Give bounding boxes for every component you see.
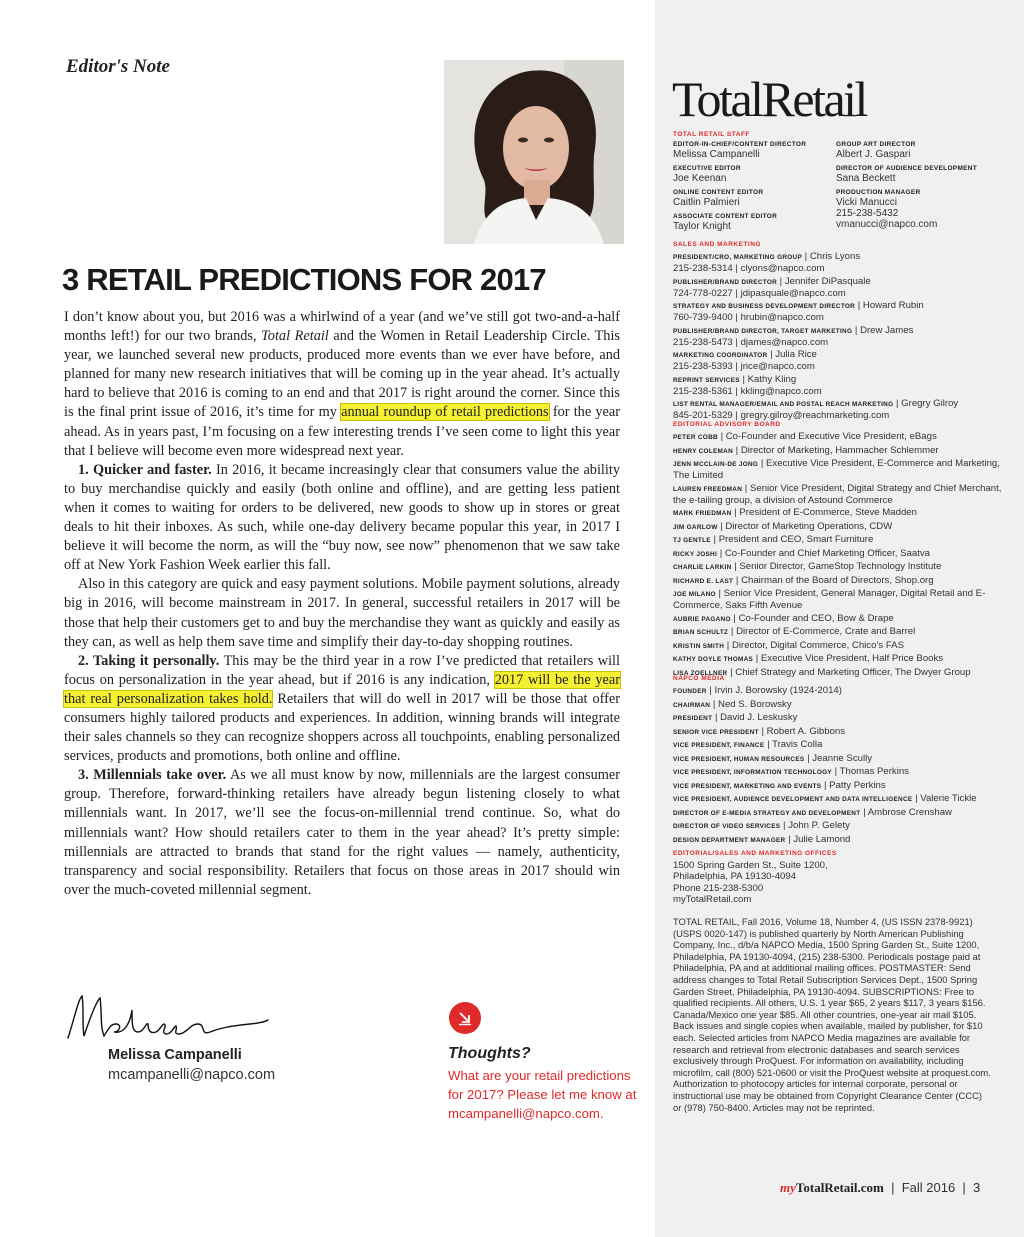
advisor-name: CHARLIE LARKIN: [673, 564, 732, 571]
napco-role: VICE PRESIDENT, FINANCE: [673, 742, 765, 749]
thoughts-callout: What are your retail predictions for 2017? Please let me know at mcampanelli@napco.com.: [448, 1068, 637, 1121]
advisor-title: Director of E-Commerce, Crate and Barrel: [736, 626, 916, 637]
total-retail-logo: TotalRetail: [672, 71, 866, 127]
staff-name: Vicki Manucci: [836, 197, 897, 208]
sales-role: MARKETING COORDINATOR: [673, 352, 768, 359]
text-run: This may be the third year in a row I’ve predicted that retailers will focus on personalization in the year ahead, but if 2016 is any indication,: [64, 652, 620, 688]
napco-entry: VICE PRESIDENT, FINANCE | Travis Colla: [673, 739, 823, 750]
napco-name: Irvin J. Borowsky (1924-2014): [714, 685, 842, 696]
legal-notice: [673, 916, 991, 1113]
advisor-title: Chairman of the Board of Directors, Shop.org: [741, 574, 934, 586]
advisor-title: Senior Director, GameStop Technology Institute: [739, 561, 942, 572]
sales-entry: MARKETING COORDINATOR | Julia Rice 215-238-5393 | jrice@napco.com: [673, 349, 817, 372]
page-footer: myTotalRetail.com | Fall 2016 | 3: [780, 1180, 981, 1195]
sales-name: Julia Rice: [775, 349, 817, 360]
section-heading: EDITORIAL/SALES AND MARKETING OFFICES: [673, 850, 837, 857]
advisory-entry: AUBRIE PAGANO | Co-Founder and CEO, Bow & Drape: [673, 612, 894, 624]
staff-right-column: [836, 141, 999, 237]
sales-name: Howard Rubin: [862, 300, 924, 311]
footer-brand-rest: TotalRetail.com: [795, 1180, 884, 1195]
paragraph-prediction-2: [64, 652, 620, 767]
staff-role: ASSOCIATE CONTENT EDITOR: [673, 213, 778, 220]
napco-entry: VICE PRESIDENT, MARKETING AND EVENTS | Patty Perkins: [673, 779, 886, 791]
offices-address: [673, 860, 1003, 905]
napco-name: Thomas Perkins: [839, 766, 909, 777]
sales-section: [673, 241, 1003, 423]
sales-role: PUBLISHER/BRAND DIRECTOR: [673, 278, 778, 286]
napco-entry: DIRECTOR OF E-MEDIA STRATEGY AND DEVELOPMENT | Ambrose Crenshaw: [673, 806, 952, 818]
advisory-entry: LISA ZOELLNER | Chief Strategy and Marketing Officer, The Dwyer Group: [673, 666, 971, 678]
napco-name: Jeanne Scully: [812, 752, 873, 764]
address-line: Phone 215-238-5300: [673, 882, 764, 894]
advisory-entry: JIM GARLOW | Director of Marketing Operations, CDW: [673, 520, 893, 532]
sales-entry: LIST RENTAL MANAGER/EMAIL AND POSTAL REACH MARKETING | Gregry Gilroy 845-201-5329 | gregry.gilroy@reachmarketing.com: [673, 398, 959, 421]
advisory-entry: LAUREN FREEDMAN | Senior Vice President, Digital Strategy and Chief Merchant, the e-tailing group, a division of Astound Commerce: [673, 482, 1002, 506]
napco-list: [673, 685, 1003, 846]
advisory-entry: RICHARD E. LAST | Chairman of the Board of Directors, Shop.org: [673, 574, 934, 586]
arrow-down-right-icon: [449, 1002, 481, 1034]
advisory-entry: MARK FRIEDMAN | President of E-Commerce, Steve Madden: [673, 507, 917, 518]
publication-legal-text: TOTAL RETAIL, Fall 2016, Volume 18, Number 4, (US ISSN 2378-9921) (USPS 0020-147) is published quarterly by North American Publishing Company, Inc., d/b/a NAPCO Media, 1500 Spring Garden St., Suite 1200, Philadelphia, PA 19130-4094, (215) 238-5300. Periodicals postage paid at Philadelphia, PA and at additional mailing offices. POSTMASTER: Send address changes to Total Retail Subscription Services Dept., 1500 Spring Garden Street, Philadelphia, PA 19130-4094. SUBSCRIPTIONS: Free to qualified recipients. All others, U.S. 1 year $65, 2 years $117, 3 years $156. Canada/Mexico one year $85. All other countries, one-year air mail $105. Back issues and single copies when available, mailed by publisher, for $10 each. Selected articles from NAPCO Media magazines are available for research and retrieval from electronic databases and search services exclusively through ProQuest. For information on availability, including microfilm, call (800) 521-0600 or visit the ProQuest website at proquest.com. Authorization to photocopy articles for internal corporate, personal or instructional use may be obtained from Copyright Clearance Center (CCC) or (978) 750-8400. Articles may not be reprinted.: [673, 916, 991, 1113]
advisor-name: MARK FRIEDMAN: [673, 510, 732, 517]
napco-role: DESIGN DEPARTMENT MANAGER: [673, 836, 786, 844]
advisory-entry: JOE MILANO | Senior Vice President, General Manager, Digital Retail and E-Commerce, Saks Fifth Avenue: [673, 588, 986, 611]
advisor-name: JOE MILANO: [673, 591, 716, 598]
sales-role: REPRINT SERVICES: [673, 376, 740, 384]
advisor-name: AUBRIE PAGANO: [673, 615, 731, 623]
advisor-name: RICHARD E. LAST: [673, 577, 734, 585]
advisory-entry: BRIAN SCHULTZ | Director of E-Commerce, Crate and Barrel: [673, 626, 916, 637]
staff-name: Sana Beckett: [836, 173, 896, 184]
sales-entry: PUBLISHER/BRAND DIRECTOR | Jennifer DiPasquale 724-778-0227 | jdipasquale@napco.com: [673, 275, 871, 299]
author-email[interactable]: mcampanelli@napco.com: [108, 1067, 276, 1083]
handwritten-signature: [60, 990, 270, 1046]
text-run: I don’t know about you, but 2016 was a whirlwind of a year (and we’ve still got two-and-a-half months left!) for our two brands,: [64, 309, 620, 345]
text-run: for the year ahead. As in years past, I’m focusing on a few interesting trends I’ve seen come to light this year that I believe will become even more widespread next year.: [64, 404, 620, 459]
sales-entry: STRATEGY AND BUSINESS DEVELOPMENT DIRECTOR | Howard Rubin 760-739-9400 | hrubin@napco.com: [673, 300, 924, 323]
address-line: Philadelphia, PA 19130-4094: [673, 871, 797, 883]
sales-entry: PRESIDENT/CRO, MARKETING GROUP | Chris Lyons 215-238-5314 | clyons@napco.com: [673, 251, 861, 274]
prediction-heading: 3. Millennials take over.: [78, 767, 227, 784]
napco-name: Ned S. Borowsky: [718, 698, 792, 710]
prediction-heading: 1. Quicker and faster.: [78, 461, 212, 478]
page-number: 3: [973, 1180, 981, 1195]
text-run: In 2016, it became increasingly clear that consumers value the ability to buy merchandise quickly and easily (both online and offline), and are getting less patient when it comes to waiting for orders to be delivered, new goods to show up in stores or great deals to hit their inboxes. As such, while one-day delivery became popular this year, in 2017 I believe it will become the norm, as will the “buy now, see now” phenomenon that we saw take off at New York Fashion Week earlier this fall.: [64, 461, 620, 574]
sales-contact: 215-238-5473 | djames@napco.com: [673, 336, 829, 348]
sales-role: LIST RENTAL MANAGER/EMAIL AND POSTAL REACH MARKETING: [673, 401, 894, 408]
highlighted-text: annual roundup of retail predictions: [341, 404, 549, 421]
advisor-name: KRISTIN SMITH: [673, 642, 725, 650]
staff-email[interactable]: vmanucci@napco.com: [836, 219, 938, 230]
napco-role: CHAIRMAN: [673, 701, 711, 709]
advisory-entry: JENN MCCLAIN-DE JONG | Executive Vice President, E-Commerce and Marketing, The Limited: [673, 458, 1000, 481]
advisor-title: President of E-Commerce, Steve Madden: [739, 507, 917, 518]
section-heading: NAPCO MEDIA: [673, 675, 725, 682]
napco-role: VICE PRESIDENT, HUMAN RESOURCES: [673, 755, 805, 763]
advisor-title: Senior Vice President, Digital Strategy and Chief Merchant, the e-tailing group, a division of Astound Commerce: [673, 482, 1002, 506]
advisor-name: RICKY JOSHI: [673, 550, 718, 558]
napco-role: VICE PRESIDENT, AUDIENCE DEVELOPMENT AND DATA INTELLIGENCE: [673, 796, 913, 803]
sales-role: PRESIDENT/CRO, MARKETING GROUP: [673, 254, 803, 261]
advisory-section: [673, 421, 1003, 680]
staff-name: Albert J. Gaspari: [836, 149, 911, 160]
footer-website[interactable]: [780, 1180, 884, 1195]
advisory-list: [673, 431, 1003, 679]
article-headline: 3 RETAIL PREDICTIONS FOR 2017: [62, 262, 546, 297]
advisor-name: KATHY DOYLE THOMAS: [673, 656, 754, 663]
advisor-name: BRIAN SCHULTZ: [673, 629, 729, 636]
staff-role: PRODUCTION MANAGER: [836, 189, 921, 196]
advisor-title: Executive Vice President, E-Commerce and Marketing, The Limited: [673, 458, 1000, 481]
advisor-title: Director of Marketing, Hammacher Schlemmer: [740, 444, 939, 456]
sales-contact: 215-238-5393 | jrice@napco.com: [673, 361, 815, 372]
sales-name: Kathy Kling: [747, 373, 797, 385]
advisor-title: Chief Strategy and Marketing Officer, The Dwyer Group: [735, 666, 971, 678]
advisory-entry: CHARLIE LARKIN | Senior Director, GameStop Technology Institute: [673, 561, 942, 572]
paragraph-prediction-3: [64, 766, 620, 900]
staff-role: DIRECTOR OF AUDIENCE DEVELOPMENT: [836, 165, 978, 172]
advisor-name: LAUREN FREEDMAN: [673, 485, 743, 493]
napco-role: PRESIDENT: [673, 715, 713, 722]
section-heading: TOTAL RETAIL STAFF: [673, 131, 750, 138]
advisory-entry: RICKY JOSHI | Co-Founder and Chief Marketing Officer, Saatva: [673, 547, 930, 559]
napco-entry: DIRECTOR OF VIDEO SERVICES | John P. Gelety: [673, 820, 850, 831]
offices-section: [673, 850, 1003, 905]
article-body: [64, 308, 620, 900]
sales-entry: PUBLISHER/BRAND DIRECTOR, TARGET MARKETING | Drew James 215-238-5473 | djames@napco.com: [673, 324, 914, 348]
staff-name: Taylor Knight: [673, 221, 731, 232]
advisor-title: Co-Founder and CEO, Bow & Drape: [738, 612, 894, 624]
napco-role: FOUNDER: [673, 688, 707, 695]
napco-entry: VICE PRESIDENT, INFORMATION TECHNOLOGY | Thomas Perkins: [673, 766, 909, 777]
footer-issue: Fall 2016: [901, 1180, 956, 1195]
thoughts-title: Thoughts?: [448, 1045, 531, 1062]
sales-role: STRATEGY AND BUSINESS DEVELOPMENT DIRECTOR: [673, 303, 856, 310]
advisor-name: PETER COBB: [673, 434, 718, 441]
advisor-title: Co-Founder and Executive Vice President, eBags: [725, 431, 937, 442]
staff-name: Melissa Campanelli: [673, 149, 760, 160]
sales-name: Gregry Gilroy: [901, 398, 959, 409]
advisory-entry: TJ GENTLE | President and CEO, Smart Furniture: [673, 534, 874, 545]
napco-entry: FOUNDER | Irvin J. Borowsky (1924-2014): [673, 685, 842, 696]
napco-name: David J. Leskusky: [720, 712, 798, 723]
advisor-title: Executive Vice President, Half Price Books: [760, 653, 944, 664]
editor-portrait-photo: [444, 60, 624, 244]
address-line: 1500 Spring Garden St., Suite 1200,: [673, 860, 828, 871]
sales-name: Drew James: [860, 324, 914, 336]
sales-name: Jennifer DiPasquale: [784, 275, 871, 287]
staff-name: Joe Keenan: [673, 173, 727, 184]
staff-role: EDITOR-IN-CHIEF/CONTENT DIRECTOR: [673, 141, 807, 148]
napco-name: Patty Perkins: [829, 779, 886, 791]
staff-role: EXECUTIVE EDITOR: [673, 165, 741, 172]
napco-role: SENIOR VICE PRESIDENT: [673, 728, 759, 736]
advisor-title: President and CEO, Smart Furniture: [718, 534, 874, 545]
napco-entry: DESIGN DEPARTMENT MANAGER | Julie Lamond: [673, 833, 851, 845]
staff-left-column: [673, 141, 836, 237]
text-run: and the Women in Retail Leadership Circle. This year, we launched several new products, produced more events than we ever have before, and planned for many new research initiatives that will be coming up in the year ahead. It’s actually hard to believe that 2016 is coming to an end and that 2017 is right around the corner. Since this is the final print issue of 2016, it’s time for my: [64, 328, 620, 421]
napco-entry: VICE PRESIDENT, HUMAN RESOURCES | Jeanne Scully: [673, 752, 873, 764]
paragraph-prediction-1: [64, 461, 620, 576]
address-line[interactable]: myTotalRetail.com: [673, 893, 752, 905]
staff-section: [673, 131, 1003, 237]
napco-name: Ambrose Crenshaw: [867, 806, 952, 818]
staff-name: Caitlin Palmieri: [673, 197, 740, 208]
napco-role: VICE PRESIDENT, INFORMATION TECHNOLOGY: [673, 769, 832, 776]
sales-contact: 845-201-5329 | gregry.gilroy@reachmarketing.com: [673, 410, 890, 421]
napco-role: DIRECTOR OF VIDEO SERVICES: [673, 823, 781, 830]
advisory-entry: KRISTIN SMITH | Director, Digital Commerce, Chico’s FAS: [673, 639, 904, 651]
napco-entry: CHAIRMAN | Ned S. Borowsky: [673, 698, 792, 710]
napco-name: Valerie Tickle: [920, 793, 977, 804]
sales-contact: 215-238-5361 | kkling@napco.com: [673, 385, 822, 397]
advisor-title: Senior Vice President, General Manager, Digital Retail and E-Commerce, Saks Fifth Avenue: [673, 588, 986, 611]
text-run: Retailers that will do well in 2017 will be those that offer consumers highly tailored products and experiences. In addition, winning brands will integrate their sales channels so they can recognize shoppers across all touchpoints, enabling personalized services, products and promotions, both online and offline.: [64, 690, 620, 765]
paragraph-payments: Also in this category are quick and easy payment solutions. Mobile payment solutions, already big in 2016, will become mainstream in 2017. In general, successful retailers in 2017 will be those that help their customers get to and buy the merchandise they want as quickly and easily as they can, as well as help them save time and simplify their day-to-day shopping routines.: [64, 576, 620, 650]
sales-contact: 724-778-0227 | jdipasquale@napco.com: [673, 287, 846, 299]
highlighted-text: 2017 will be the year that real personalization takes hold.: [64, 671, 620, 707]
napco-entry: VICE PRESIDENT, AUDIENCE DEVELOPMENT AND DATA INTELLIGENCE | Valerie Tickle: [673, 793, 977, 804]
advisory-entry: KATHY DOYLE THOMAS | Executive Vice President, Half Price Books: [673, 653, 944, 664]
staff-phone: 215-238-5432: [836, 208, 899, 219]
napco-entry: SENIOR VICE PRESIDENT | Robert A. Gibbons: [673, 725, 846, 737]
advisory-entry: HENRY COLEMAN | Director of Marketing, Hammacher Schlemmer: [673, 444, 939, 456]
advisory-entry: PETER COBB | Co-Founder and Executive Vice President, eBags: [673, 431, 937, 442]
section-heading: SALES AND MARKETING: [673, 241, 761, 248]
advisor-name: HENRY COLEMAN: [673, 447, 733, 455]
sales-role: PUBLISHER/BRAND DIRECTOR, TARGET MARKETING: [673, 327, 853, 335]
sales-list: [673, 251, 1003, 421]
sales-contact: 215-238-5314 | clyons@napco.com: [673, 263, 825, 274]
text-run: As we all must know by now, millennials are the largest consumer group. Therefore, forward-thinking retailers have already begun listening closely to what millennials want. In 2017, we’ll see the focus-on-millennial trend continue. So, what do millennials want? How should retailers cater to them in the year ahead? It’s pretty simple: millennials are attracted to brands that stand for the right values — namely, authenticity, transparency and social responsibility. Retailers that focus on those areas in 2017 should win over the much-coveted millennial segment.: [64, 767, 620, 898]
napco-entry: PRESIDENT | David J. Leskusky: [673, 712, 798, 723]
napco-name: Travis Colla: [772, 739, 823, 750]
napco-role: VICE PRESIDENT, MARKETING AND EVENTS: [673, 782, 822, 790]
advisor-name: JENN MCCLAIN-DE JONG: [673, 461, 759, 468]
advisor-title: Co-Founder and Chief Marketing Officer, Saatva: [724, 547, 930, 559]
advisor-title: Director of Marketing Operations, CDW: [725, 520, 893, 532]
advisor-name: JIM GARLOW: [673, 523, 718, 531]
section-heading: EDITORIAL ADVISORY BOARD: [673, 421, 781, 428]
sales-entry: REPRINT SERVICES | Kathy Kling 215-238-5361 | kkling@napco.com: [673, 373, 822, 397]
prediction-heading: 2. Taking it personally.: [78, 652, 220, 669]
napco-role: DIRECTOR OF E-MEDIA STRATEGY AND DEVELOPMENT: [673, 809, 861, 817]
staff-role: ONLINE CONTENT EDITOR: [673, 189, 764, 196]
sales-name: Chris Lyons: [809, 251, 861, 262]
brand-name: Total Retail: [261, 328, 329, 345]
napco-section: [673, 675, 1003, 847]
napco-name: John P. Gelety: [788, 820, 850, 831]
napco-name: Julie Lamond: [793, 833, 851, 845]
napco-name: Robert A. Gibbons: [766, 725, 846, 737]
sales-contact: 760-739-9400 | hrubin@napco.com: [673, 312, 824, 323]
staff-role: GROUP ART DIRECTOR: [836, 141, 916, 148]
paragraph-intro: [64, 308, 620, 461]
advisor-title: Director, Digital Commerce, Chico’s FAS: [731, 639, 904, 651]
author-name: Melissa Campanelli: [108, 1047, 242, 1063]
section-label: Editor's Note: [66, 56, 170, 77]
advisor-name: TJ GENTLE: [673, 537, 711, 544]
footer-brand-my: my: [780, 1180, 796, 1195]
advisor-name: LISA ZOELLNER: [673, 669, 728, 677]
